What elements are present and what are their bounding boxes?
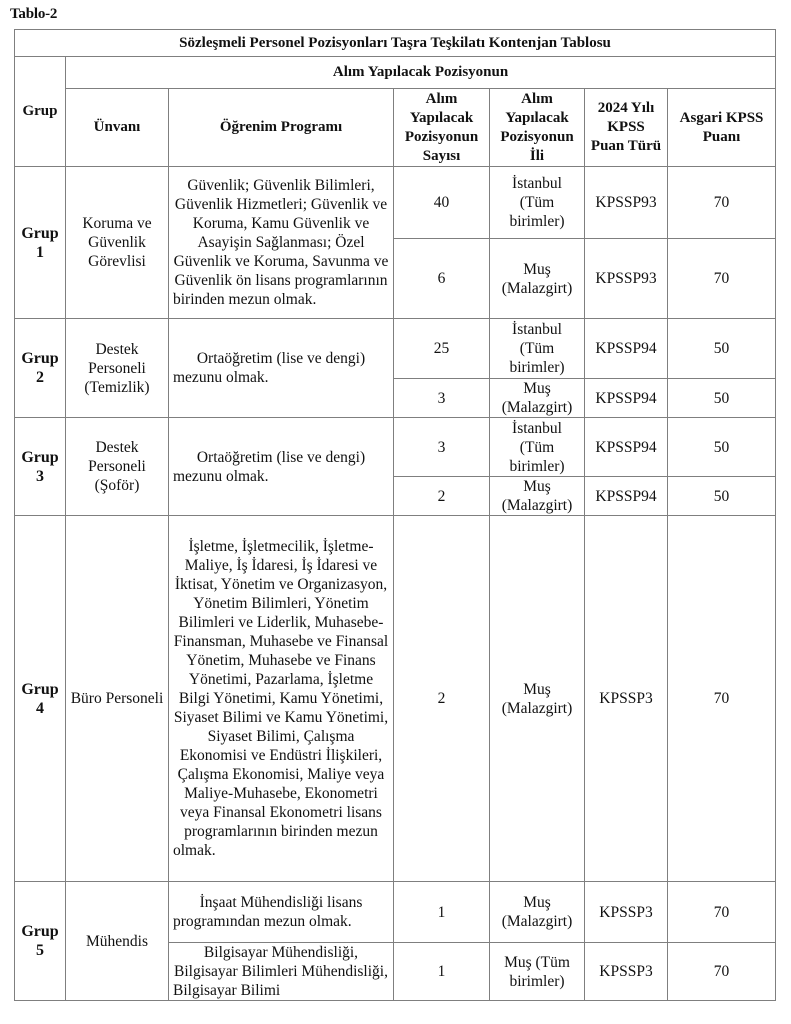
province-cell: Muş (Malazgirt) — [490, 882, 585, 943]
program-cell: Ortaöğretim (lise ve dengi) mezunu olmak. — [169, 418, 394, 516]
count-cell: 25 — [394, 319, 490, 379]
score-type-cell: KPSSP94 — [585, 379, 668, 418]
table-row — [15, 516, 776, 882]
group-cell: Grup 2 — [15, 319, 66, 418]
table-title-row — [15, 30, 776, 57]
province-cell: Muş (Tüm birimler) — [490, 943, 585, 1001]
group-cell: Grup 4 — [15, 516, 66, 882]
header-min-score: Asgari KPSS Puanı — [668, 89, 776, 167]
count-cell: 2 — [394, 477, 490, 516]
program-cell: Güvenlik; Güvenlik Bilimleri, Güvenlik Hizmetleri; Güvenlik ve Koruma, Kamu Güvenlik ve Asayişin Sağlanması; Özel Güvenlik ve Koruma, Savunma ve Güvenlik ön lisans programlarının birinden mezun olmak. — [169, 167, 394, 319]
min-score-cell: 70 — [668, 239, 776, 319]
province-cell: Muş (Malazgirt) — [490, 379, 585, 418]
count-cell: 1 — [394, 943, 490, 1001]
score-type-cell: KPSSP94 — [585, 477, 668, 516]
min-score-cell: 70 — [668, 882, 776, 943]
header-group: Grup — [15, 57, 66, 167]
min-score-cell: 50 — [668, 319, 776, 379]
count-cell: 3 — [394, 379, 490, 418]
province-cell: İstanbul (Tüm birimler) — [490, 418, 585, 477]
min-score-cell: 70 — [668, 943, 776, 1001]
province-cell: Muş (Malazgirt) — [490, 516, 585, 882]
program-cell: Ortaöğretim (lise ve dengi) mezunu olmak. — [169, 319, 394, 418]
table-row — [15, 319, 776, 379]
min-score-cell: 50 — [668, 418, 776, 477]
title-cell: Koruma ve Güvenlik Görevlisi — [66, 167, 169, 319]
table-row — [15, 418, 776, 477]
header-province: Alım Yapılacak Pozisyonun İli — [490, 89, 585, 167]
table-caption: Tablo-2 — [10, 6, 58, 22]
min-score-cell: 50 — [668, 477, 776, 516]
header-score-type: 2024 Yılı KPSS Puan Türü — [585, 89, 668, 167]
score-type-cell: KPSSP93 — [585, 239, 668, 319]
table-row — [15, 882, 776, 943]
program-cell: İnşaat Mühendisliği lisans programından mezun olmak. — [169, 882, 394, 943]
province-cell: Muş (Malazgirt) — [490, 477, 585, 516]
super-header-row — [15, 57, 776, 89]
title-cell: Mühendis — [66, 882, 169, 1001]
title-cell: Büro Personeli — [66, 516, 169, 882]
header-count: Alım Yapılacak Pozisyonun Sayısı — [394, 89, 490, 167]
quota-table — [14, 29, 776, 1001]
title-cell: Destek Personeli (Şoför) — [66, 418, 169, 516]
min-score-cell: 70 — [668, 516, 776, 882]
header-program: Öğrenim Programı — [169, 89, 394, 167]
group-cell: Grup 3 — [15, 418, 66, 516]
score-type-cell: KPSSP3 — [585, 882, 668, 943]
program-cell: İşletme, İşletmecilik, İşletme-Maliye, İş İdaresi, İş İdaresi ve İktisat, Yönetim ve Organizasyon, Yönetim Bilimleri, Yönetim Bilimleri ve Liderlik, Muhasebe-Finansman, Muhasebe ve Finansal Yönetim, Muhasebe ve Finans Yönetimi, Pazarlama, İşletme Bilgi Yönetimi, Kamu Yönetimi, Siyaset Bilimi ve Kamu Yönetimi, Siyaset Bilimi, Çalışma Ekonomisi ve Endüstri İlişkileri, Çalışma Ekonomisi, Maliye veya Maliye-Muhasebe, Ekonometri veya Finansal Ekonometri lisans programlarının birinden mezun olmak. — [169, 516, 394, 882]
table-title: Sözleşmeli Personel Pozisyonları Taşra Teşkilatı Kontenjan Tablosu — [15, 30, 776, 57]
score-type-cell: KPSSP93 — [585, 167, 668, 239]
header-title: Ünvanı — [66, 89, 169, 167]
score-type-cell: KPSSP3 — [585, 516, 668, 882]
header-row — [15, 89, 776, 167]
count-cell: 3 — [394, 418, 490, 477]
province-cell: İstanbul (Tüm birimler) — [490, 319, 585, 379]
score-type-cell: KPSSP3 — [585, 943, 668, 1001]
super-header: Alım Yapılacak Pozisyonun — [66, 57, 776, 89]
group-cell: Grup 1 — [15, 167, 66, 319]
count-cell: 6 — [394, 239, 490, 319]
program-cell: Bilgisayar Mühendisliği, Bilgisayar Bilimleri Mühendisliği, Bilgisayar Bilimi — [169, 943, 394, 1001]
province-cell: İstanbul (Tüm birimler) — [490, 167, 585, 239]
group-cell: Grup 5 — [15, 882, 66, 1001]
score-type-cell: KPSSP94 — [585, 319, 668, 379]
province-cell: Muş (Malazgirt) — [490, 239, 585, 319]
score-type-cell: KPSSP94 — [585, 418, 668, 477]
min-score-cell: 70 — [668, 167, 776, 239]
min-score-cell: 50 — [668, 379, 776, 418]
count-cell: 2 — [394, 516, 490, 882]
title-cell: Destek Personeli (Temizlik) — [66, 319, 169, 418]
count-cell: 40 — [394, 167, 490, 239]
count-cell: 1 — [394, 882, 490, 943]
table-row — [15, 167, 776, 239]
